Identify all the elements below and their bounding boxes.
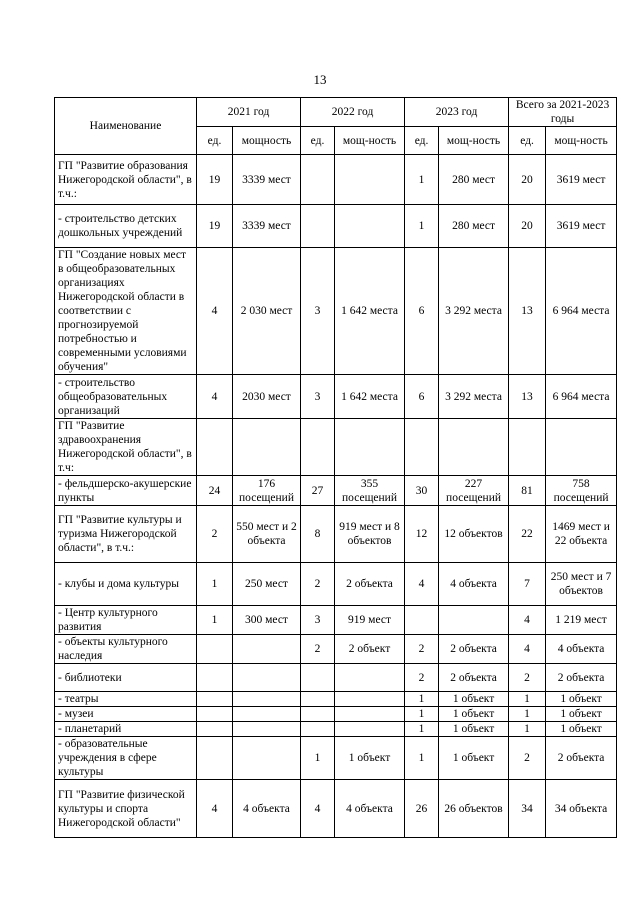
- table-row: [55, 664, 617, 692]
- row-name: - фельдшерско-акушерские пункты: [55, 476, 197, 506]
- cell-capacity: [233, 707, 301, 722]
- cell-capacity: 12 объектов: [439, 506, 509, 563]
- cell-units: [301, 155, 335, 205]
- cell-capacity: 3 292 места: [439, 375, 509, 419]
- table-row: [55, 635, 617, 664]
- cell-capacity: 280 мест: [439, 205, 509, 248]
- header-unit: ед.: [197, 127, 233, 155]
- table-row: [55, 780, 617, 838]
- cell-units: [301, 205, 335, 248]
- cell-capacity: 758 посещений: [546, 476, 617, 506]
- cell-capacity: 2 объект: [335, 635, 405, 664]
- cell-units: 1: [405, 707, 439, 722]
- row-name: ГП "Развитие здравоохранения Нижегородской области", в т.ч:: [55, 419, 197, 476]
- table-row: [55, 722, 617, 737]
- cell-units: 1: [197, 606, 233, 635]
- row-name: - образовательные учреждения в сфере культуры: [55, 737, 197, 780]
- cell-units: 2: [301, 635, 335, 664]
- cell-capacity: 2 030 мест: [233, 248, 301, 375]
- cell-units: 1: [405, 722, 439, 737]
- cell-units: 2: [509, 664, 546, 692]
- cell-units: 8: [301, 506, 335, 563]
- cell-units: 13: [509, 375, 546, 419]
- cell-capacity: 1 объект: [546, 707, 617, 722]
- cell-capacity: [233, 664, 301, 692]
- cell-capacity: 1 объект: [439, 707, 509, 722]
- cell-capacity: 280 мест: [439, 155, 509, 205]
- cell-units: [301, 707, 335, 722]
- cell-capacity: 550 мест и 2 объекта: [233, 506, 301, 563]
- header-name: Наименование: [55, 98, 197, 155]
- cell-capacity: 2 объекта: [439, 664, 509, 692]
- cell-units: [197, 664, 233, 692]
- cell-capacity: [335, 419, 405, 476]
- cell-capacity: 4 объекта: [439, 563, 509, 606]
- cell-capacity: 1 642 места: [335, 248, 405, 375]
- cell-units: 4: [509, 635, 546, 664]
- row-name: - театры: [55, 692, 197, 707]
- row-name: - Центр культурного развития: [55, 606, 197, 635]
- table-row: [55, 419, 617, 476]
- cell-units: 2: [405, 635, 439, 664]
- cell-capacity: 4 объекта: [233, 780, 301, 838]
- row-name: ГП "Развитие физической культуры и спорта Нижегородской области": [55, 780, 197, 838]
- cell-capacity: [233, 737, 301, 780]
- row-name: - планетарий: [55, 722, 197, 737]
- header-capacity: мощ-ность: [546, 127, 617, 155]
- header-unit: ед.: [301, 127, 335, 155]
- cell-units: 3: [301, 248, 335, 375]
- row-name: ГП "Развитие культуры и туризма Нижегородской области", в т.ч.:: [55, 506, 197, 563]
- cell-units: 4: [509, 606, 546, 635]
- cell-capacity: 3 292 места: [439, 248, 509, 375]
- cell-units: 19: [197, 205, 233, 248]
- cell-units: 26: [405, 780, 439, 838]
- header-year-2021: 2021 год: [197, 98, 301, 127]
- cell-capacity: 355 посещений: [335, 476, 405, 506]
- cell-units: [301, 692, 335, 707]
- cell-capacity: [233, 722, 301, 737]
- cell-capacity: 227 посещений: [439, 476, 509, 506]
- header-unit: ед.: [509, 127, 546, 155]
- cell-capacity: [335, 664, 405, 692]
- cell-capacity: 1 219 мест: [546, 606, 617, 635]
- cell-units: 2: [197, 506, 233, 563]
- cell-units: 6: [405, 248, 439, 375]
- cell-capacity: 4 объекта: [546, 635, 617, 664]
- cell-units: 1: [405, 692, 439, 707]
- cell-capacity: 1 объект: [439, 737, 509, 780]
- cell-units: 27: [301, 476, 335, 506]
- table-row: [55, 205, 617, 248]
- cell-units: 1: [509, 707, 546, 722]
- cell-capacity: 2030 мест: [233, 375, 301, 419]
- header-capacity: мощ-ность: [335, 127, 405, 155]
- cell-units: 1: [301, 737, 335, 780]
- cell-capacity: [233, 419, 301, 476]
- header-unit: ед.: [405, 127, 439, 155]
- cell-capacity: 919 мест: [335, 606, 405, 635]
- table-row: [55, 375, 617, 419]
- cell-units: 7: [509, 563, 546, 606]
- header-year-2023: 2023 год: [405, 98, 509, 127]
- cell-units: 1: [405, 155, 439, 205]
- cell-units: 19: [197, 155, 233, 205]
- table-row: [55, 506, 617, 563]
- cell-capacity: 2 объекта: [546, 737, 617, 780]
- cell-units: 3: [301, 606, 335, 635]
- cell-capacity: 1 642 места: [335, 375, 405, 419]
- cell-units: [197, 722, 233, 737]
- cell-capacity: 1469 мест и 22 объекта: [546, 506, 617, 563]
- cell-units: 13: [509, 248, 546, 375]
- cell-capacity: [335, 722, 405, 737]
- cell-units: 1: [509, 722, 546, 737]
- cell-units: 22: [509, 506, 546, 563]
- cell-units: [197, 419, 233, 476]
- cell-capacity: 2 объекта: [439, 635, 509, 664]
- cell-units: [301, 419, 335, 476]
- cell-capacity: 3619 мест: [546, 155, 617, 205]
- capacity-table: [54, 97, 617, 838]
- cell-capacity: [335, 155, 405, 205]
- cell-capacity: 919 мест и 8 объектов: [335, 506, 405, 563]
- cell-capacity: 3619 мест: [546, 205, 617, 248]
- cell-capacity: 3339 мест: [233, 155, 301, 205]
- cell-units: 4: [197, 375, 233, 419]
- cell-capacity: 300 мест: [233, 606, 301, 635]
- cell-capacity: [233, 635, 301, 664]
- cell-capacity: 1 объект: [439, 692, 509, 707]
- cell-units: 4: [197, 248, 233, 375]
- table-row: [55, 737, 617, 780]
- cell-units: 24: [197, 476, 233, 506]
- cell-capacity: 2 объекта: [546, 664, 617, 692]
- cell-units: 1: [197, 563, 233, 606]
- cell-capacity: [335, 707, 405, 722]
- cell-capacity: 4 объекта: [335, 780, 405, 838]
- cell-units: 1: [509, 692, 546, 707]
- cell-capacity: 34 объекта: [546, 780, 617, 838]
- cell-units: [197, 635, 233, 664]
- cell-units: 2: [405, 664, 439, 692]
- cell-units: 4: [405, 563, 439, 606]
- cell-units: 2: [301, 563, 335, 606]
- cell-units: [301, 664, 335, 692]
- cell-units: 34: [509, 780, 546, 838]
- cell-units: 81: [509, 476, 546, 506]
- header-capacity: мощ-ность: [439, 127, 509, 155]
- cell-units: [301, 722, 335, 737]
- page-number: 13: [313, 72, 327, 87]
- cell-units: 20: [509, 155, 546, 205]
- cell-units: [509, 419, 546, 476]
- row-name: - объекты культурного наследия: [55, 635, 197, 664]
- cell-units: [197, 707, 233, 722]
- row-name: - музеи: [55, 707, 197, 722]
- cell-capacity: [439, 419, 509, 476]
- cell-units: [197, 692, 233, 707]
- cell-capacity: 250 мест: [233, 563, 301, 606]
- cell-capacity: [439, 606, 509, 635]
- table-row: [55, 476, 617, 506]
- header-year-2022: 2022 год: [301, 98, 405, 127]
- cell-units: [197, 737, 233, 780]
- table-row: [55, 606, 617, 635]
- cell-units: 20: [509, 205, 546, 248]
- cell-capacity: 3339 мест: [233, 205, 301, 248]
- cell-units: [405, 419, 439, 476]
- cell-capacity: 2 объекта: [335, 563, 405, 606]
- cell-capacity: 6 964 места: [546, 248, 617, 375]
- cell-capacity: 1 объект: [335, 737, 405, 780]
- table-row: [55, 563, 617, 606]
- row-name: - клубы и дома культуры: [55, 563, 197, 606]
- cell-units: 4: [301, 780, 335, 838]
- row-name: - строительство детских дошкольных учреждений: [55, 205, 197, 248]
- header-total: Всего за 2021-2023 годы: [509, 98, 617, 127]
- cell-capacity: [546, 419, 617, 476]
- table-row: [55, 692, 617, 707]
- cell-capacity: 6 964 места: [546, 375, 617, 419]
- row-name: - строительство общеобразовательных организаций: [55, 375, 197, 419]
- header-capacity: мощность: [233, 127, 301, 155]
- cell-capacity: 1 объект: [439, 722, 509, 737]
- cell-units: 3: [301, 375, 335, 419]
- cell-capacity: [335, 692, 405, 707]
- row-name: ГП "Создание новых мест в общеобразовательных организациях Нижегородской области в соответствии с прогнозируемой потребностью и современными условиями обучения": [55, 248, 197, 375]
- cell-capacity: [233, 692, 301, 707]
- cell-capacity: 1 объект: [546, 722, 617, 737]
- table-row: [55, 248, 617, 375]
- cell-units: 30: [405, 476, 439, 506]
- cell-units: 2: [509, 737, 546, 780]
- cell-capacity: 250 мест и 7 объектов: [546, 563, 617, 606]
- cell-units: 12: [405, 506, 439, 563]
- table-body: [55, 155, 617, 838]
- row-name: - библиотеки: [55, 664, 197, 692]
- cell-units: 1: [405, 737, 439, 780]
- cell-units: 6: [405, 375, 439, 419]
- cell-capacity: 1 объект: [546, 692, 617, 707]
- cell-units: 4: [197, 780, 233, 838]
- row-name: ГП "Развитие образования Нижегородской области", в т.ч.:: [55, 155, 197, 205]
- table-row: [55, 155, 617, 205]
- cell-units: [405, 606, 439, 635]
- cell-capacity: [335, 205, 405, 248]
- cell-capacity: 26 объектов: [439, 780, 509, 838]
- cell-units: 1: [405, 205, 439, 248]
- cell-capacity: 176 посещений: [233, 476, 301, 506]
- table-row: [55, 707, 617, 722]
